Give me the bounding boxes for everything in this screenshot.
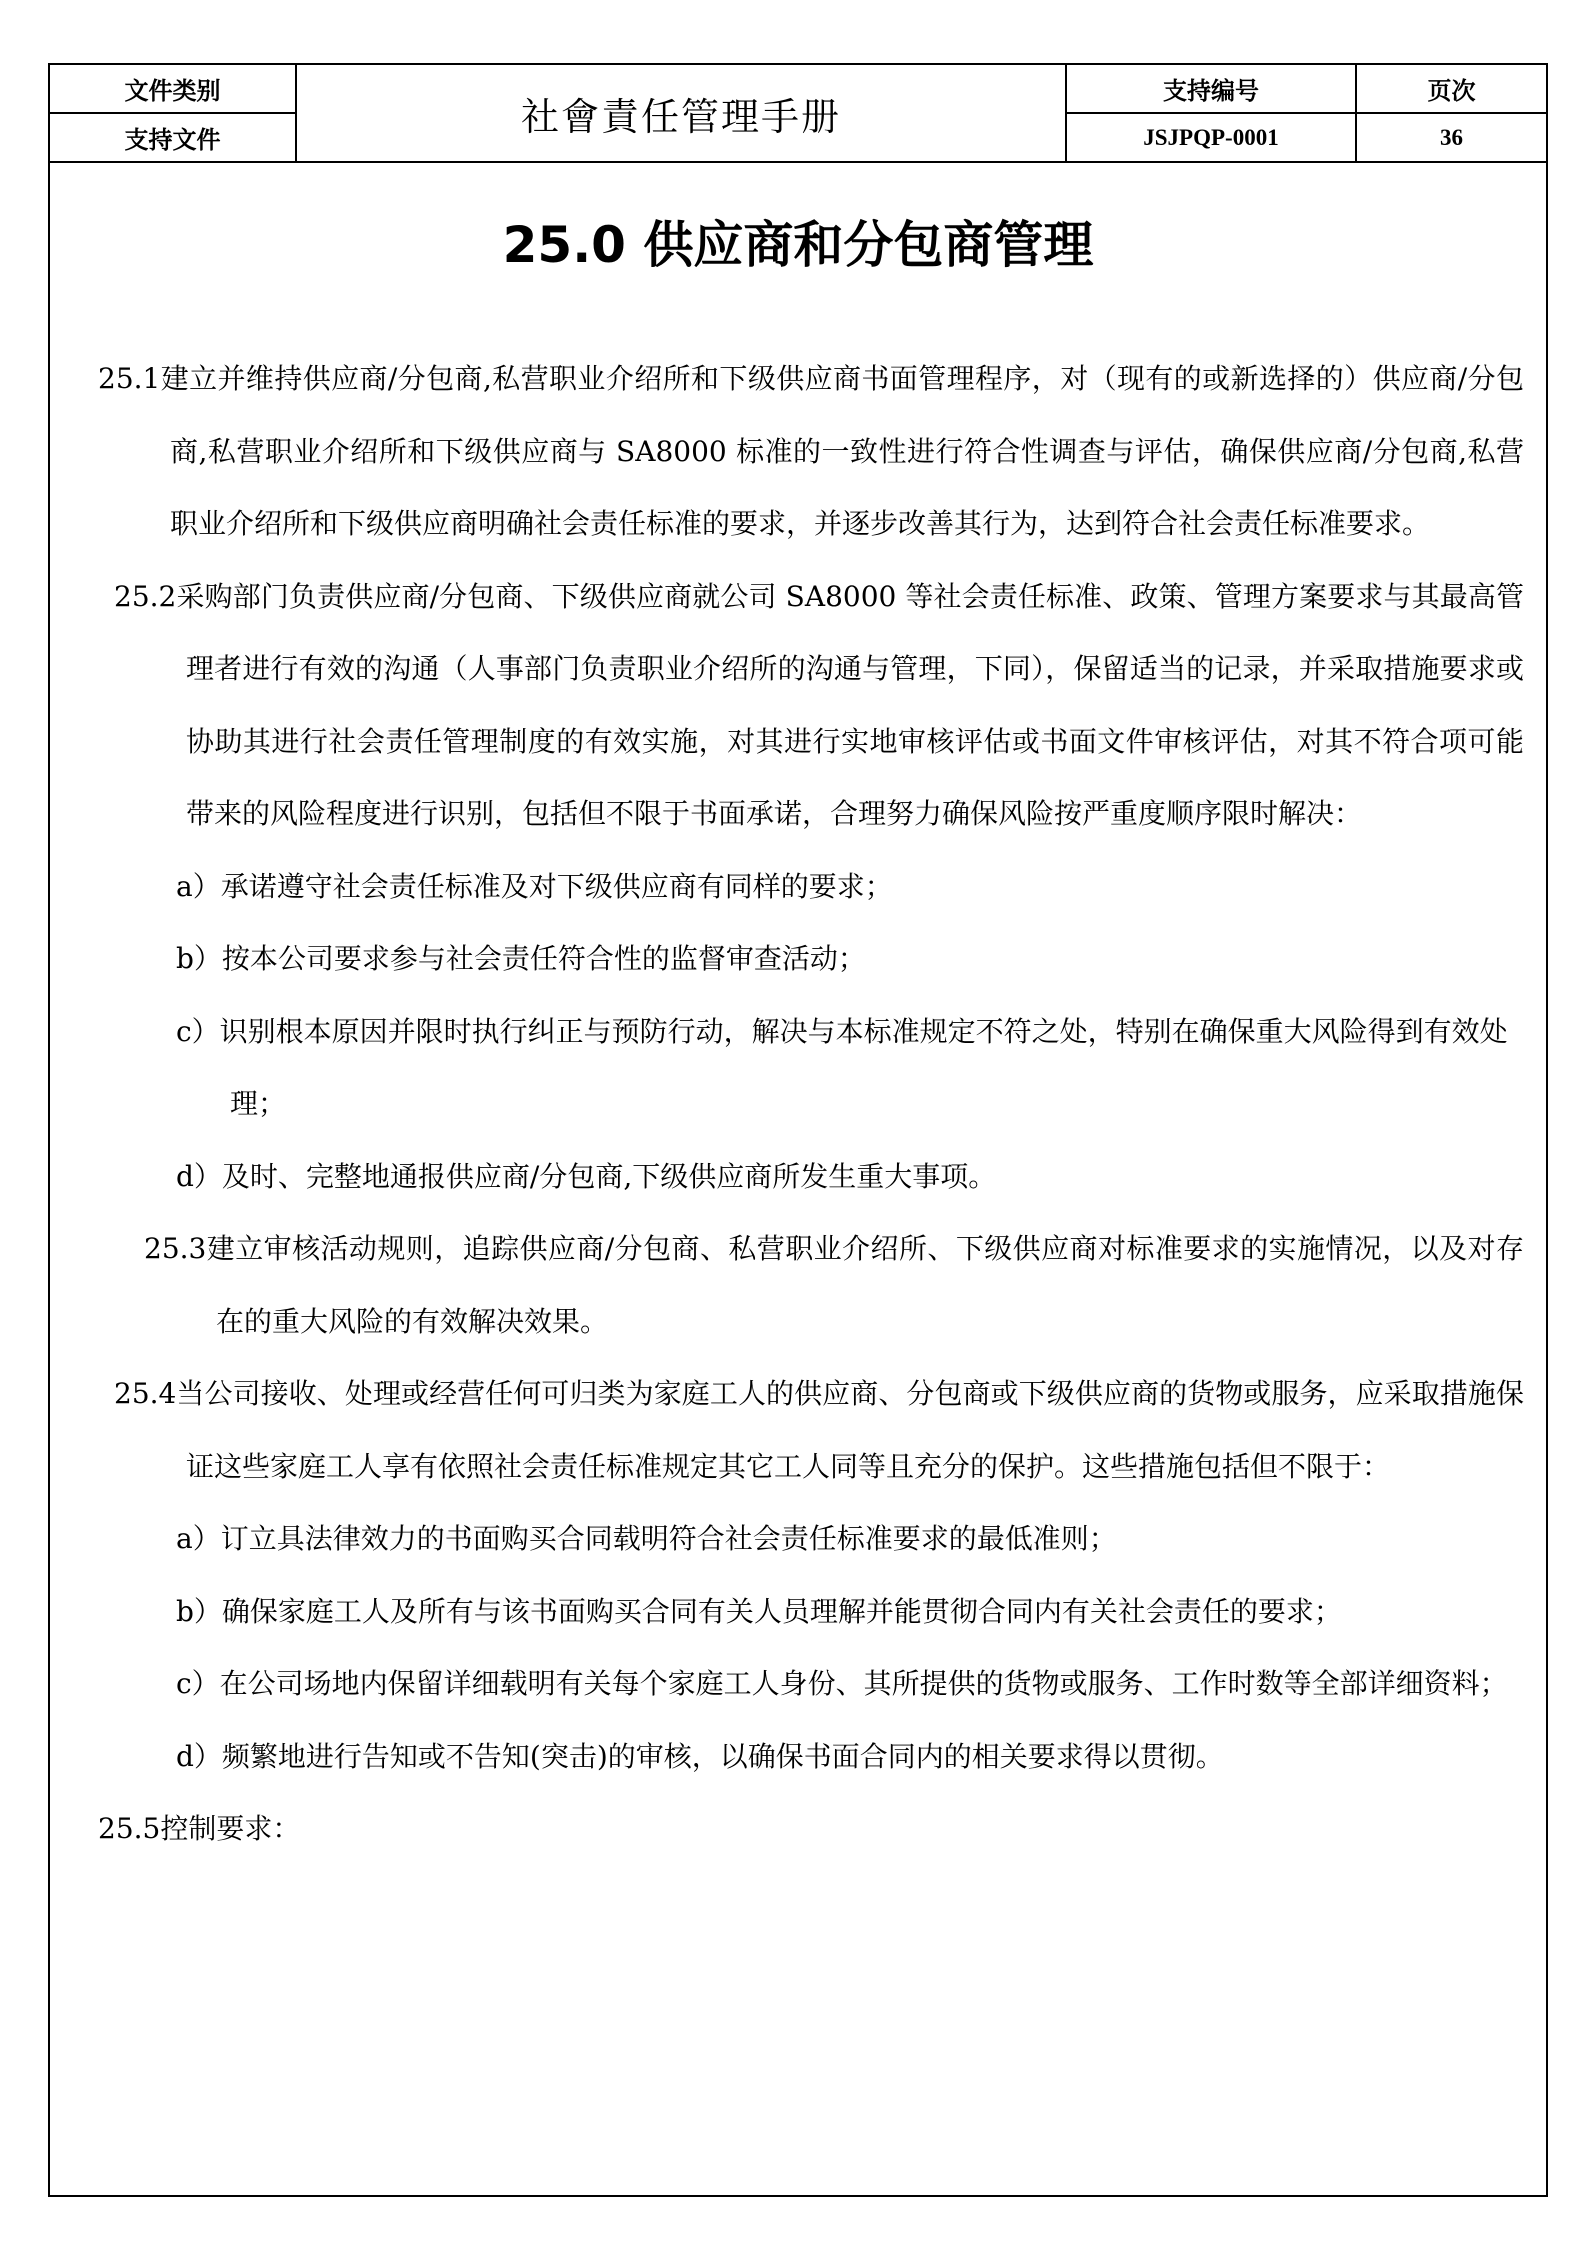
clause-text: 控制要求： — [160, 1812, 301, 1845]
clause-text: 建立审核活动规则，追踪供应商/分包商、私营职业介绍所、下级供应商对标准要求的实施情况，以及对存在的重大风险的有效解决效果。 — [206, 1232, 1524, 1338]
clause-text: 建立并维持供应商/分包商,私营职业介绍所和下级供应商书面管理程序，对（现有的或新选择的）供应商/分包商,私营职业介绍所和下级供应商与 SA8000 标准的一致性进行符合性调查与评估，确保供应商/分包商,私营职业介绍所和下级供应商明确社会责任标准的要求，并逐步改善其行为，达到符合社会责任标准要求。 — [160, 362, 1524, 540]
document-body — [76, 343, 1524, 1866]
clause-25-4 — [76, 1358, 1524, 1503]
clause-number: 25.2 — [114, 579, 177, 613]
list-item: d）频繁地进行告知或不告知(突击)的审核，以确保书面合同内的相关要求得以贯彻。 — [176, 1739, 1224, 1773]
clause-25-3 — [76, 1213, 1524, 1358]
clause-number: 25.4 — [114, 1377, 177, 1410]
clause-25-5 — [76, 1793, 1524, 1866]
clause-number: 25.1 — [98, 362, 161, 395]
category-label: 文件类别 — [50, 65, 296, 113]
list-item: b）确保家庭工人及所有与该书面购买合同有关人员理解并能贯彻合同内有关社会责任的要求； — [176, 1594, 1342, 1628]
section-title: 25.0 供应商和分包商管理 — [502, 216, 1094, 274]
clause-text: 当公司接收、处理或经营任何可归类为家庭工人的供应商、分包商或下级供应商的货物或服务，应采取措施保证这些家庭工人享有依照社会责任标准规定其它工人同等且充分的保护。这些措施包括但不限于： — [176, 1377, 1524, 1483]
page-frame — [48, 63, 1548, 2197]
list-item: b）按本公司要求参与社会责任符合性的监督审查活动； — [176, 942, 866, 975]
clause-number: 25.3 — [144, 1232, 207, 1265]
document-header-table — [50, 65, 1546, 163]
code-value: JSJPQP-0001 — [1066, 113, 1356, 162]
clause-number: 25.5 — [98, 1812, 161, 1845]
clause-25-1 — [76, 343, 1524, 561]
list-item: d）及时、完整地通报供应商/分包商,下级供应商所发生重大事项。 — [176, 1159, 997, 1193]
clause-text: 采购部门负责供应商/分包商、下级供应商就公司 SA8000 等社会责任标准、政策、管理方案要求与其最高管理者进行有效的沟通（人事部门负责职业介绍所的沟通与管理，下同），保留适当的记录，并采取措施要求或协助其进行社会责任管理制度的有效实施，对其进行实地审核评估或书面文件审核评估，对其不符合项可能带来的风险程度进行识别，包括但不限于书面承诺，合理努力确保风险按严重度顺序限时解决： — [176, 579, 1524, 830]
list-item: a）承诺遵守社会责任标准及对下级供应商有同样的要求； — [176, 869, 893, 903]
page-label: 页次 — [1356, 65, 1546, 113]
category-value: 支持文件 — [50, 113, 296, 162]
list-item: c）识别根本原因并限时执行纠正与预防行动，解决与本标准规定不符之处，特别在确保重大风险得到有效处理； — [176, 1014, 1508, 1120]
code-label: 支持编号 — [1066, 65, 1356, 113]
page-value: 36 — [1356, 113, 1546, 162]
clause-25-2 — [76, 561, 1524, 851]
list-item: a）订立具法律效力的书面购买合同载明符合社会责任标准要求的最低准则； — [176, 1522, 1117, 1555]
list-item: c）在公司场地内保留详细载明有关每个家庭工人身份、其所提供的货物或服务、工作时数等全部详细资料； — [176, 1667, 1508, 1700]
manual-title: 社會責任管理手册 — [296, 65, 1066, 162]
